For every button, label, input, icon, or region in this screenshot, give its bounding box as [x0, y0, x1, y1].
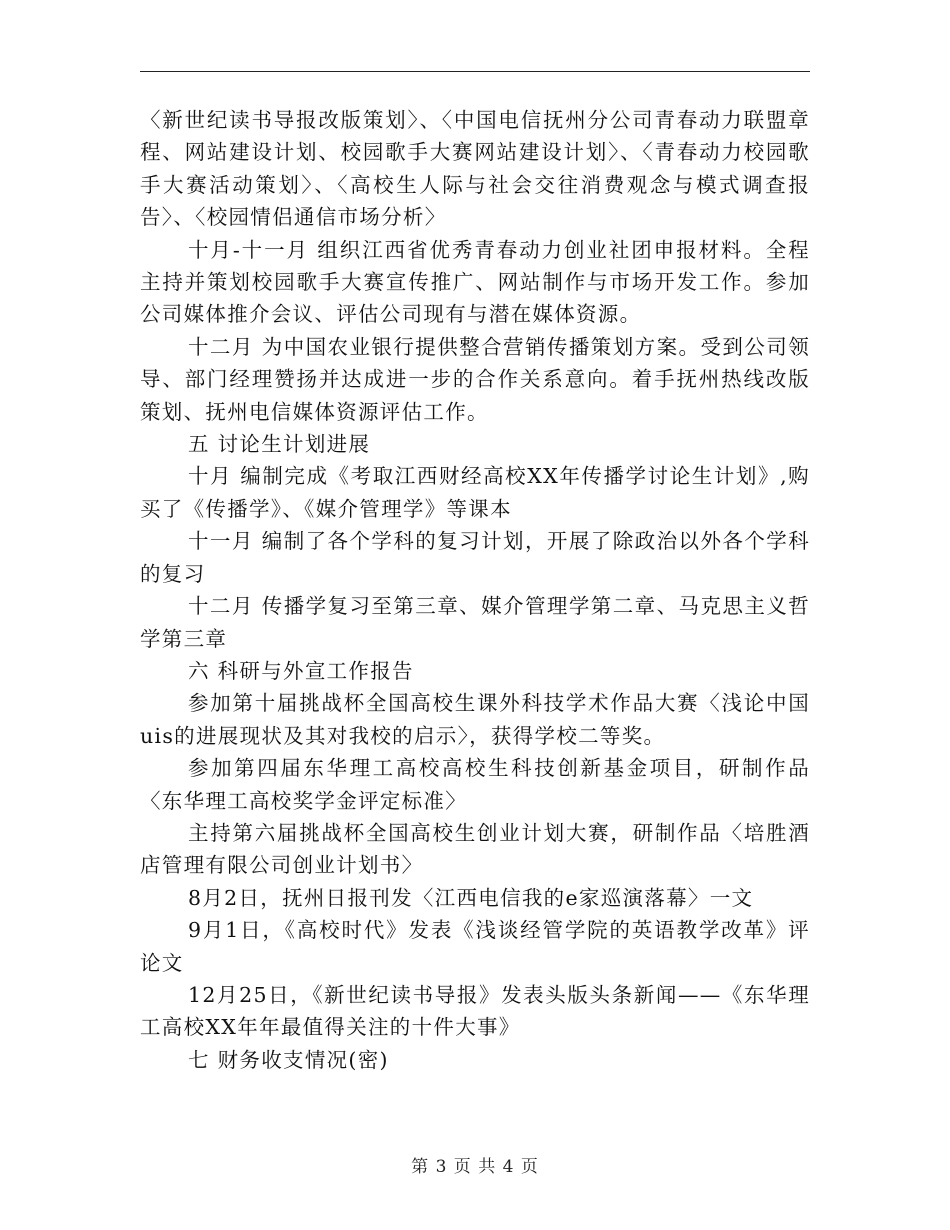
document-body: [140, 104, 810, 1076]
paragraph-aug-2-article: 8月2日，抚州日报刊发〈江西电信我的e家巡演落幕〉一文: [188, 885, 754, 910]
section-heading-6: 六 科研与外宣工作报告: [188, 658, 414, 683]
paragraph-challenge-cup-10: 参加第十届挑战杯全国高校生课外科技学术作品大赛〈浅论中国uis的进展现状及其对我校的启示〉，获得学校二等奖。: [140, 691, 810, 748]
paragraph-november-study: 十一月 编制了各个学科的复习计划，开展了除政治以外各个学科的复习: [140, 529, 810, 586]
paragraph-sep-1-article: 9月1日，《高校时代》发表《浅谈经管学院的英语教学改革》评论文: [140, 918, 810, 975]
paragraph-december-study: 十二月 传播学复习至第三章、媒介管理学第二章、马克思主义哲学第三章: [140, 594, 810, 651]
section-heading-7: 七 财务收支情况(密): [188, 1047, 389, 1072]
paragraph-december-work: 十二月 为中国农业银行提供整合营销传播策划方案。受到公司领导、部门经理赞扬并达成进一步的合作关系意向。着手抚州热线改版策划、抚州电信媒体资源评估工作。: [140, 334, 810, 424]
paragraph-october-study: 十月 编制完成《考取江西财经高校XX年传播学讨论生计划》,购买了《传播学》、《媒介管理学》等课本: [140, 464, 810, 521]
paragraph-dec-25-article: 12月25日，《新世纪读书导报》发表头版头条新闻——《东华理工高校XX年年最值得关注的十件大事》: [140, 982, 810, 1040]
paragraph-oct-nov-work: 十月-十一月 组织江西省优秀青春动力创业社团申报材料。全程主持并策划校园歌手大赛宣传推广、网站制作与市场开发工作。参加公司媒体推介会议、评估公司现有与潜在媒体资源。: [140, 237, 810, 327]
header-rule: [140, 71, 810, 72]
paragraph-challenge-cup-6: 主持第六届挑战杯全国高校生创业计划大赛，研制作品〈培胜酒店管理有限公司创业计划书〉: [140, 820, 810, 878]
paragraph-innovation-fund: 参加第四届东华理工高校高校生科技创新基金项目，研制作品〈东华理工高校奖学金评定标准〉: [140, 756, 810, 813]
page-number-footer: 第 3 页 共 4 页: [411, 1157, 539, 1177]
section-heading-5: 五 讨论生计划进展: [188, 432, 371, 457]
paragraph-publications-list: 〈新世纪读书导报改版策划〉、〈中国电信抚州分公司青春动力联盟章程、网站建设计划、校园歌手大赛网站建设计划〉、〈青春动力校园歌手大赛活动策划〉、〈高校生人际与社会交往消费观念与模式调查报告〉、〈校园情侣通信市场分析〉: [140, 108, 810, 230]
